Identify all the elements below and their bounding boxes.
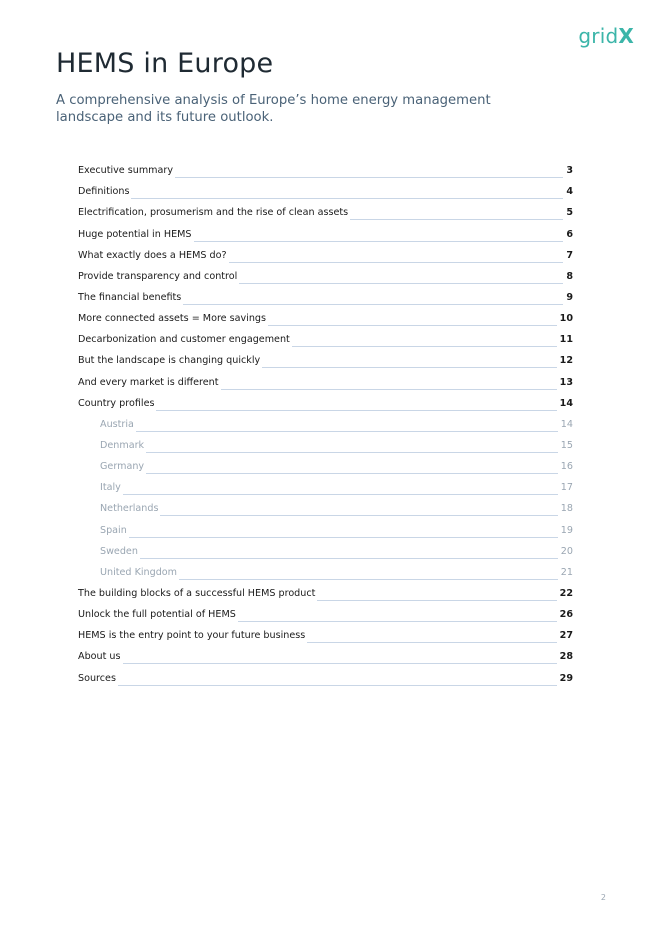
toc-entry-page-number: 19 (560, 524, 573, 536)
toc-entry-label: Executive summary (78, 165, 174, 177)
toc-entry-label: Spain (100, 524, 127, 536)
toc-entry[interactable] (78, 601, 573, 622)
toc-entry-label: More connected assets = More savings (78, 313, 267, 325)
toc-entry[interactable] (78, 220, 573, 241)
toc-entry[interactable] (78, 347, 573, 368)
toc-entry-label: But the landscape is changing quickly (78, 355, 261, 367)
logo-text-accent: X (618, 24, 634, 48)
toc-entry[interactable] (78, 178, 573, 199)
toc-entry-page-number: 22 (559, 587, 573, 599)
toc-entry-label: Definitions (78, 186, 130, 198)
toc-entry-page-number: 10 (559, 313, 573, 325)
toc-entry-label: Sources (78, 672, 116, 684)
toc-entry[interactable] (78, 305, 573, 326)
toc-entry-page-number: 20 (560, 545, 573, 557)
toc-entry-label: Country profiles (78, 397, 155, 409)
toc-sub-entry[interactable] (78, 411, 573, 432)
toc-entry[interactable] (78, 284, 573, 305)
toc-entry[interactable] (78, 664, 573, 685)
gridx-logo (578, 24, 634, 48)
toc-entry-label: Decarbonization and customer engagement (78, 334, 290, 346)
toc-entry[interactable] (78, 263, 573, 284)
toc-entry-label: The building blocks of a successful HEMS product (78, 587, 316, 599)
toc-entry-label: Germany (100, 461, 145, 473)
toc-entry[interactable] (78, 368, 573, 389)
toc-entry[interactable] (78, 199, 573, 220)
toc-entry-page-number: 14 (560, 418, 573, 430)
logo-text-main: grid (578, 24, 619, 48)
toc-sub-entry[interactable] (78, 538, 573, 559)
toc-entry[interactable] (78, 643, 573, 664)
toc-entry-page-number: 12 (559, 355, 573, 367)
toc-entry-page-number: 5 (566, 207, 573, 219)
toc-entry-page-number: 3 (566, 165, 573, 177)
toc-entry-page-number: 18 (560, 503, 573, 515)
toc-entry-page-number: 15 (560, 439, 573, 451)
toc-entry-page-number: 4 (566, 186, 573, 198)
toc-entry-page-number: 29 (559, 672, 573, 684)
page-number: 2 (600, 893, 606, 902)
toc-entry-page-number: 28 (559, 651, 573, 663)
page-subtitle: A comprehensive analysis of Europe’s home energy management landscape and its future outlook. (56, 93, 491, 125)
toc-entry[interactable] (78, 622, 573, 643)
toc-entry-page-number: 13 (559, 376, 573, 388)
toc-entry-label: Sweden (100, 545, 138, 557)
toc-entry[interactable] (78, 390, 573, 411)
toc-entry-label: Provide transparency and control (78, 270, 238, 282)
toc-sub-entry[interactable] (78, 453, 573, 474)
toc-entry-label: Huge potential in HEMS (78, 228, 192, 240)
toc-entry-label: Netherlands (100, 503, 159, 515)
toc-entry-page-number: 14 (559, 397, 573, 409)
toc-sub-entry[interactable] (78, 474, 573, 495)
toc-entry[interactable] (78, 242, 573, 263)
toc-sub-entry[interactable] (78, 432, 573, 453)
toc-entry-label: HEMS is the entry point to your future business (78, 630, 306, 642)
toc-entry-page-number: 16 (560, 461, 573, 473)
toc-entry-label: The financial benefits (78, 291, 182, 303)
toc-entry-page-number: 8 (566, 270, 573, 282)
toc-sub-entry[interactable] (78, 559, 573, 580)
toc-entry-page-number: 7 (566, 249, 573, 261)
table-of-contents (78, 157, 573, 686)
toc-entry-label: Austria (100, 418, 134, 430)
toc-entry-label: About us (78, 651, 121, 663)
toc-entry-label: Unlock the full potential of HEMS (78, 609, 236, 621)
toc-entry-page-number: 27 (559, 630, 573, 642)
toc-entry-page-number: 11 (559, 334, 573, 346)
toc-entry-page-number: 21 (560, 566, 573, 578)
page-title: HEMS in Europe (56, 48, 274, 79)
toc-entry[interactable] (78, 326, 573, 347)
toc-entry-label: What exactly does a HEMS do? (78, 249, 227, 261)
toc-entry-page-number: 9 (566, 291, 573, 303)
toc-entry-label: And every market is different (78, 376, 219, 388)
toc-entry[interactable] (78, 157, 573, 178)
toc-entry-page-number: 17 (560, 482, 573, 494)
toc-entry-label: Italy (100, 482, 121, 494)
toc-entry-label: Electrification, prosumerism and the rise of clean assets (78, 207, 349, 219)
toc-entry-label: United Kingdom (100, 566, 178, 578)
toc-entry-label: Denmark (100, 439, 145, 451)
toc-sub-entry[interactable] (78, 516, 573, 537)
toc-entry-page-number: 6 (566, 228, 573, 240)
toc-entry[interactable] (78, 580, 573, 601)
toc-leader-line (118, 685, 557, 686)
toc-sub-entry[interactable] (78, 495, 573, 516)
toc-entry-page-number: 26 (559, 609, 573, 621)
